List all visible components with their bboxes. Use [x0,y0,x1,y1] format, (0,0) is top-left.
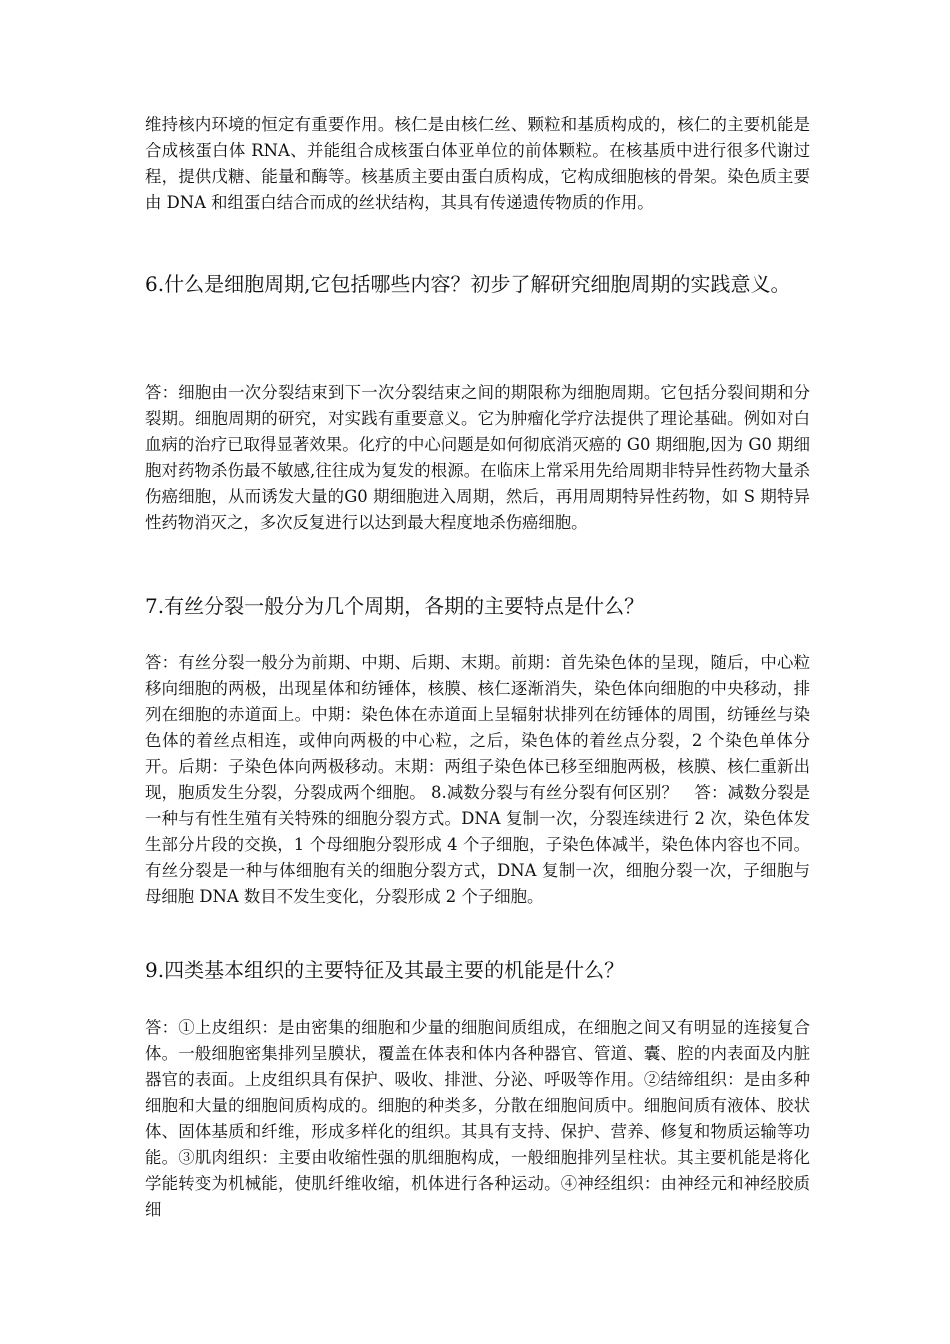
question-6-answer: 答：细胞由一次分裂结束到下一次分裂结束之间的期限称为细胞周期。它包括分裂间期和分裂期。细胞周期的研究，对实践有重要意义。它为肿瘤化学疗法提供了理论基础。例如对白血病的治疗已取得显著效果。化疗的中心问题是如何彻底消灭癌的 G0 期细胞,因为 G0 期细胞对药物杀伤最不敏感,往往成为复发的根源。在临床上常采用先给周期非特异性药物大量杀伤癌细胞，从而诱发大量的G0 期细胞进入周期，然后，再用周期特异性药物，如 S 期特异性药物消灭之，多次反复进行以达到最大程度地杀伤癌细胞。 [145,383,810,532]
question-7-heading: 7.有丝分裂一般分为几个周期，各期的主要特点是什么？ [145,594,645,618]
question-9-heading: 9.四类基本组织的主要特征及其最主要的机能是什么？ [145,958,625,982]
question-9-answer: 答：①上皮组织：是由密集的细胞和少量的细胞间质组成，在细胞之间又有明显的连接复合体。一般细胞密集排列呈膜状，覆盖在体表和体内各种器官、管道、囊、腔的内表面及内脏器官的表面。上皮组织具有保护、吸收、排泄、分泌、呼吸等作用。②结缔组织：是由多种细胞和大量的细胞间质构成的。细胞的种类多，分散在细胞间质中。细胞间质有液体、胶状体、固体基质和纤维，形成多样化的组织。其具有支持、保护、营养、修复和物质运输等功能。③肌肉组织：主要由收缩性强的肌细胞构成，一般细胞排列呈柱状。其主要机能是将化学能转变为机械能，使肌纤维收缩，机体进行各种运动。④神经组织：由神经元和神经胶质细 [145,1018,810,1219]
intro-paragraph: 维持核内环境的恒定有重要作用。核仁是由核仁丝、颗粒和基质构成的，核仁的主要机能是合成核蛋白体 RNA、并能组合成核蛋白体亚单位的前体颗粒。在核基质中进行很多代谢过程，提供戊糖、能量和酶等。核基质主要由蛋白质构成，它构成细胞核的骨架。染色质主要由 DNA 和组蛋白结合而成的丝状结构，其具有传递遗传物质的作用。 [145,115,810,212]
question-6-heading: 6.什么是细胞周期,它包括哪些内容？初步了解研究细胞周期的实践意义。 [145,272,791,296]
question-7-answer: 答：有丝分裂一般分为前期、中期、后期、末期。前期：首先染色体的呈现，随后，中心粒移向细胞的两极，出现星体和纺锤体，核膜、核仁逐渐消失，染色体向细胞的中央移动，排列在细胞的赤道面上。中期：染色体在赤道面上呈辐射状排列在纺锤体的周围，纺锤丝与染色体的着丝点相连，或伸向两极的中心粒，之后，染色体的着丝点分裂，2 个染色单体分开。后期：子染色体向两极移动。末期：两组子染色体已移至细胞两极，核膜、核仁重新出现，胞质发生分裂，分裂成两个细胞。 8.减数分裂与有丝分裂有何区别？ 答：减数分裂是一种与有性生殖有关特殊的细胞分裂方式。DNA 复制一次，分裂连续进行 2 次，染色体发生部分片段的交换，1 个母细胞分裂形成 4 个子细胞，子染色体减半，染色体内容也不同。有丝分裂是一种与体细胞有关的细胞分裂方式，DNA 复制一次，细胞分裂一次，子细胞与母细胞 DNA 数目不发生变化，分裂形成 2 个子细胞。 [145,653,810,906]
